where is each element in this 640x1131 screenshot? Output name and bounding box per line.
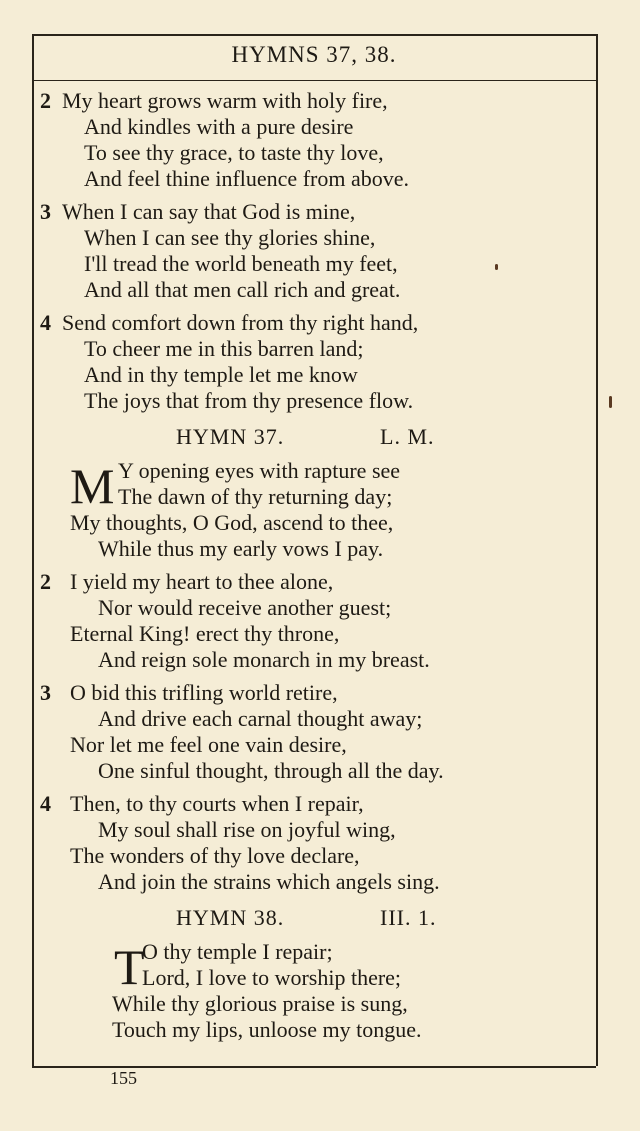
hymn-text — [40, 88, 580, 1050]
verse-line: The wonders of thy love declare, — [70, 843, 360, 868]
verse-line: And feel thine influence from above. — [84, 166, 409, 191]
verse-line: And join the strains which angels sing. — [98, 869, 440, 894]
hymn-38-stanza-1 — [40, 939, 580, 1043]
hymn-meter: III. 1. — [380, 905, 437, 930]
hymn-37-stanza-1 — [40, 458, 580, 562]
hymn-37-stanza-3 — [40, 680, 580, 784]
verse-line: One sinful thought, through all the day. — [98, 758, 444, 783]
hymn-meter: L. M. — [380, 424, 435, 449]
stanza-number: 2 — [40, 569, 51, 594]
header-rule — [32, 80, 596, 81]
verse-line: To see thy grace, to taste thy love, — [84, 140, 384, 165]
verse-line: Then, to thy courts when I repair, — [70, 791, 364, 816]
verse-line: O thy temple I repair; — [142, 939, 333, 964]
verse-line: And all that men call rich and great. — [84, 277, 401, 302]
verse-line: Lord, I love to worship there; — [142, 965, 402, 990]
verse-line: Eternal King! erect thy throne, — [70, 621, 340, 646]
verse-line: Touch my lips, unloose my tongue. — [112, 1017, 422, 1042]
ink-speck — [609, 396, 612, 408]
verse-line: O bid this trifling world retire, — [70, 680, 338, 705]
verse-line: And drive each carnal thought away; — [98, 706, 423, 731]
stanza-prev-2 — [40, 88, 580, 192]
verse-line: While thus my early vows I pay. — [98, 536, 384, 561]
verse-line: When I can see thy glories shine, — [84, 225, 376, 250]
stanza-number: 3 — [40, 199, 51, 224]
verse-line: And in thy temple let me know — [84, 362, 358, 387]
verse-line: I'll tread the world beneath my feet, — [84, 251, 398, 276]
verse-line: And kindles with a pure desire — [84, 114, 354, 139]
verse-line: Send comfort down from thy right hand, — [62, 310, 419, 335]
verse-line: Nor let me feel one vain desire, — [70, 732, 347, 757]
verse-line: And reign sole monarch in my breast. — [98, 647, 430, 672]
verse-line: To cheer me in this barren land; — [84, 336, 364, 361]
verse-line: The joys that from thy presence flow. — [84, 388, 414, 413]
running-head: HYMNS 37, 38. — [231, 42, 397, 67]
verse-line: My heart grows warm with holy fire, — [62, 88, 388, 113]
verse-line: When I can say that God is mine, — [62, 199, 356, 224]
ink-speck — [495, 264, 498, 270]
hymn-37-heading — [40, 424, 580, 450]
drop-cap: T — [114, 939, 145, 995]
stanza-number: 3 — [40, 680, 51, 705]
hymn-37-stanza-2 — [40, 569, 580, 673]
page-number: 155 — [110, 1068, 137, 1088]
stanza-number: 4 — [40, 791, 51, 816]
verse-line: The dawn of thy returning day; — [118, 484, 393, 509]
hymn-37-stanza-4 — [40, 791, 580, 895]
hymn-title: HYMN 37. — [176, 424, 285, 449]
verse-line: My thoughts, O God, ascend to thee, — [70, 510, 394, 535]
verse-line: Y opening eyes with rapture see — [118, 458, 401, 483]
stanza-prev-4 — [40, 310, 580, 414]
stanza-prev-3 — [40, 199, 580, 303]
verse-line: My soul shall rise on joyful wing, — [98, 817, 396, 842]
verse-line: Nor would receive another guest; — [98, 595, 392, 620]
hymn-title: HYMN 38. — [176, 905, 285, 930]
verse-line: I yield my heart to thee alone, — [70, 569, 334, 594]
stanza-number: 4 — [40, 310, 51, 335]
verse-line: While thy glorious praise is sung, — [112, 991, 408, 1016]
hymn-38-heading — [40, 905, 580, 931]
drop-cap: M — [70, 458, 115, 514]
stanza-number: 2 — [40, 88, 51, 113]
